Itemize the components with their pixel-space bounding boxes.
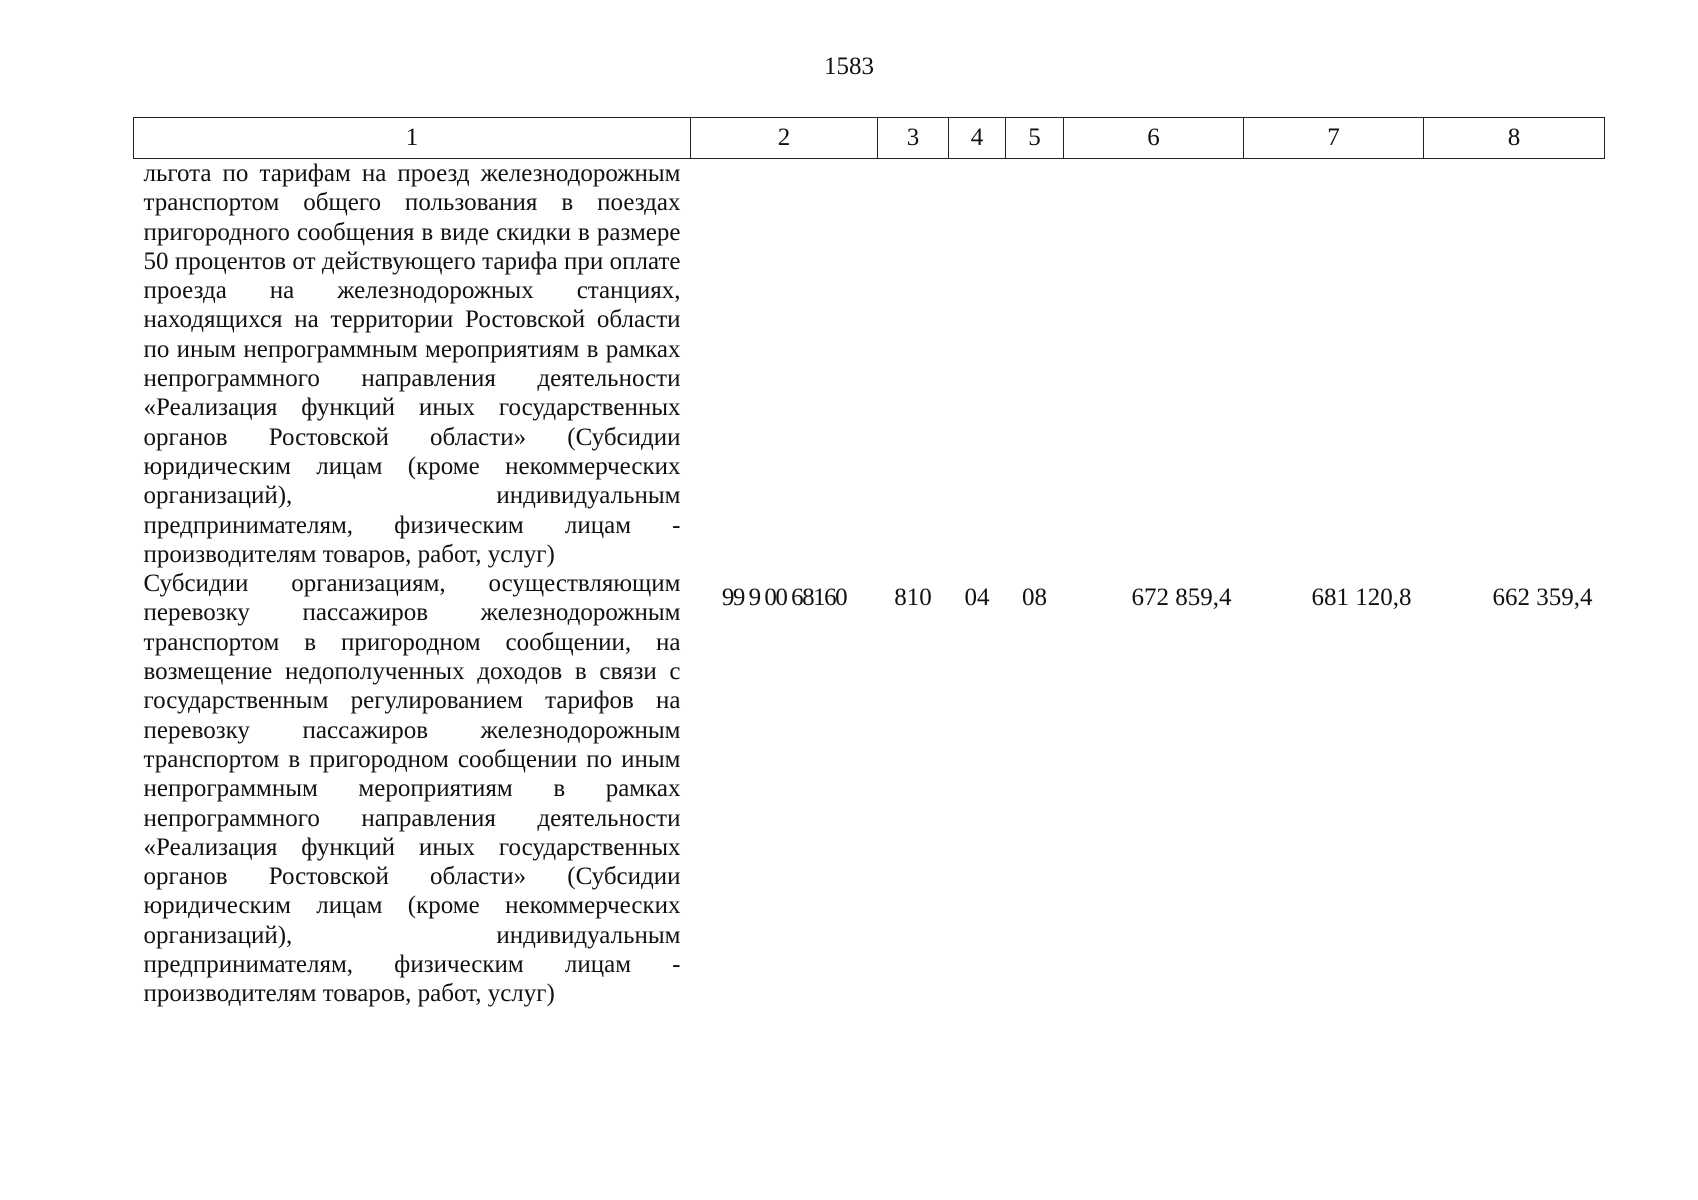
row-col-3: 810 [894,584,932,612]
table-row [134,159,1605,570]
column-header-3: 3 [878,118,949,159]
row-col-8 [1424,159,1605,570]
row-col-3 [878,159,949,570]
column-header-4: 4 [949,118,1006,159]
header-row [134,118,1605,159]
row-code: 99 9 00 68160 [721,584,847,612]
column-header-6: 6 [1064,118,1244,159]
column-header-8: 8 [1424,118,1605,159]
column-header-2: 2 [691,118,878,159]
row-code [691,159,878,570]
row-description: Субсидии организациям, осуществляющим перевозку пассажиров железнодорожным транспортом в пригородном сообщении, на возмещение недополученных доходов в связи с государственным регулированием тарифов на перевозку пассажиров железнодорожным транспортом в пригородном сообщении по иным непрограммным мероприятиям в рамках непрограммного направления деятельности «Реализация функций иных государственных органов Ростовской области» (Субсидии юридическим лицам (кроме некоммерческих организаций), индивидуальным предпринимателям, физическим лицам - производителям товаров, работ, услуг) [143,570,681,1008]
column-header-7: 7 [1244,118,1424,159]
budget-table [133,117,1605,1009]
page-number: 1583 [824,53,874,80]
row-col-5: 08 [1022,584,1047,612]
table-row [134,569,1605,1008]
row-col-8: 662 359,4 [1492,584,1593,612]
column-header-5: 5 [1006,118,1064,159]
column-header-1: 1 [134,118,691,159]
row-description: льгота по тарифам на проезд железнодорожным транспортом общего пользования в поездах пригородного сообщения в виде скидки в размере 50 процентов от действующего тарифа при оплате проезда на железнодорожных станциях, находящихся на территории Ростовской области по иным непрограммным мероприятиям в рамках непрограммного направления деятельности «Реализация функций иных государственных органов Ростовской области» (Субсидии юридическим лицам (кроме некоммерческих организаций), индивидуальным предпринимателям, физическим лицам - производителям товаров, работ, услуг) [143,160,681,568]
row-col-7 [1244,159,1424,570]
row-col-5 [1006,159,1064,570]
row-col-6: 672 859,4 [1131,584,1232,612]
row-col-4 [949,159,1006,570]
row-col-6 [1064,159,1244,570]
row-col-7: 681 120,8 [1311,584,1412,612]
row-col-4: 04 [964,584,990,612]
